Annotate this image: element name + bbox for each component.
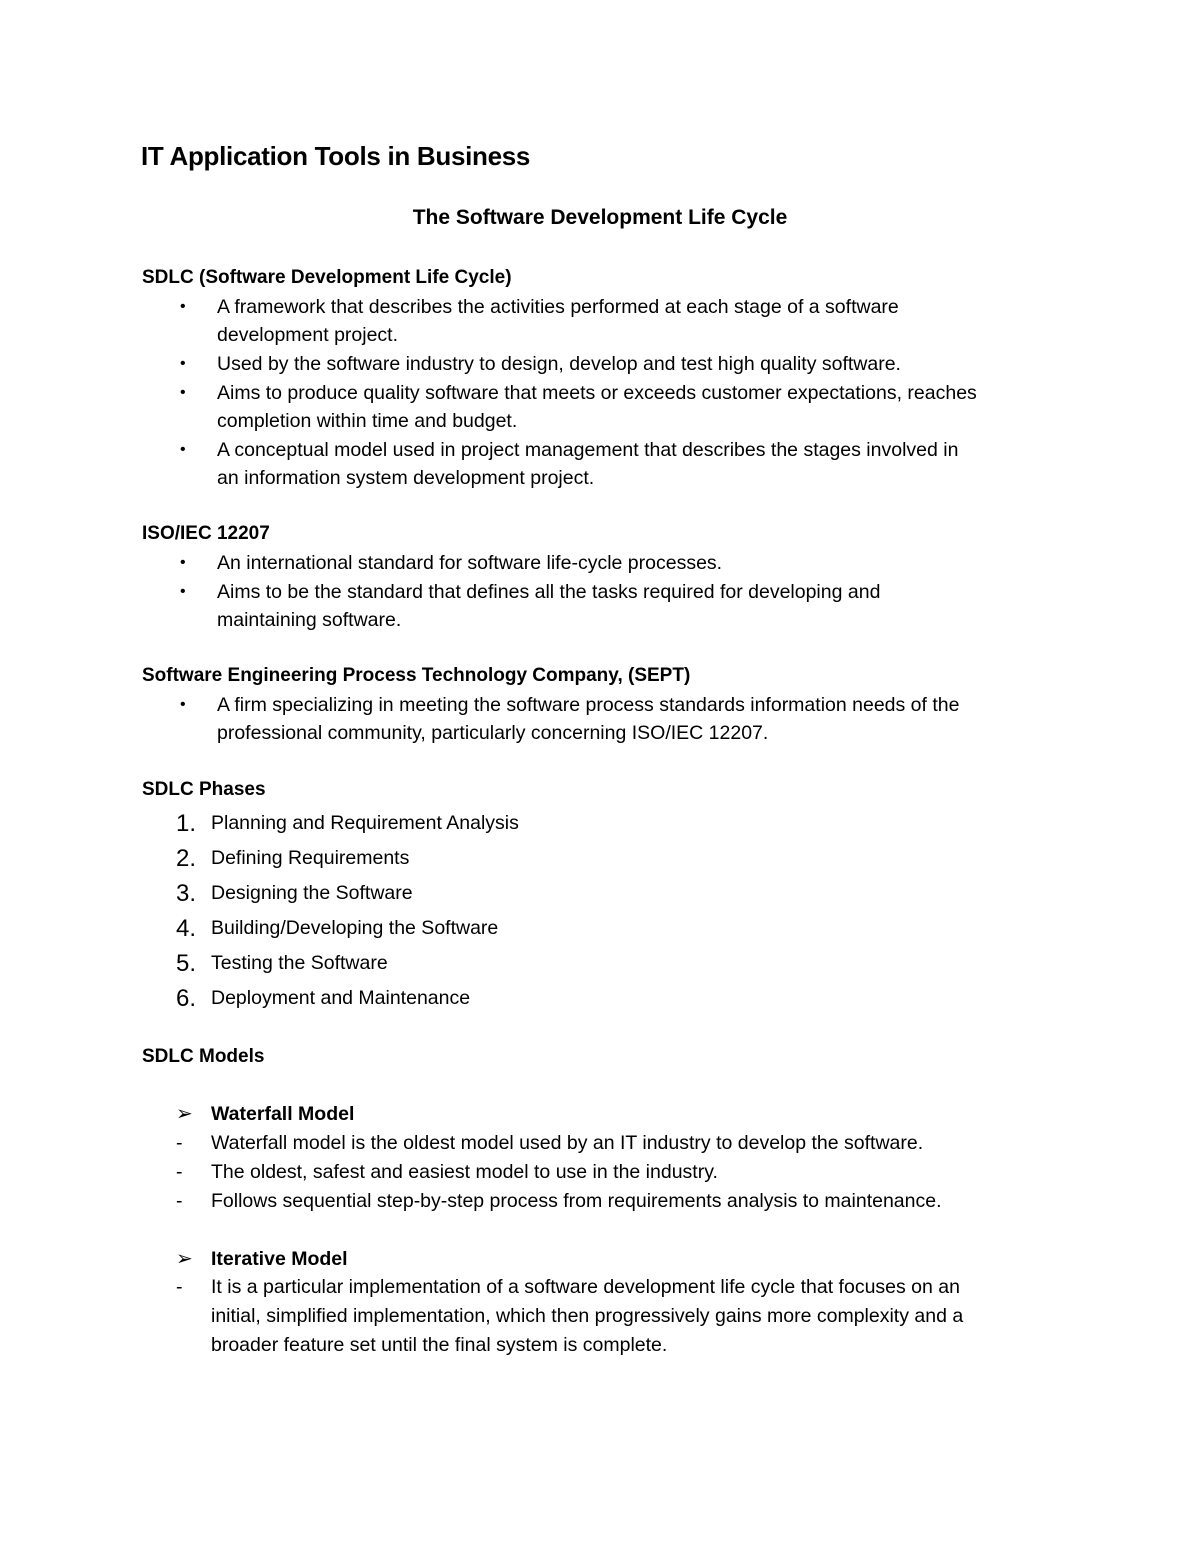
phase-item: Defining Requirements (211, 847, 410, 869)
list-item-continuation: professional community, particularly concerning ISO/IEC 12207. (217, 722, 769, 744)
page-title: IT Application Tools in Business (141, 141, 531, 171)
section-heading-iso: ISO/IEC 12207 (142, 523, 270, 544)
list-item: A conceptual model used in project management that describes the stages involved in (217, 439, 959, 461)
dash-bullet-icon: - (176, 1276, 183, 1298)
section-heading-sept: Software Engineering Process Technology Company, (SEPT) (142, 665, 691, 686)
bullet-icon: • (180, 583, 186, 600)
list-item-continuation: maintaining software. (217, 609, 402, 631)
bullet-icon: • (180, 298, 186, 315)
list-number: 4. (176, 915, 197, 942)
list-item-continuation: completion within time and budget. (217, 410, 518, 432)
model-point: Waterfall model is the oldest model used by an IT industry to develop the software. (211, 1132, 924, 1154)
list-number: 1. (176, 810, 197, 837)
phase-item: Deployment and Maintenance (211, 987, 471, 1009)
model-point-continuation: initial, simplified implementation, which then progressively gains more complexity and a (211, 1305, 964, 1327)
list-item: An international standard for software life-cycle processes. (217, 552, 723, 574)
bullet-icon: • (180, 441, 186, 458)
page-subtitle: The Software Development Life Cycle (412, 206, 788, 229)
list-item-continuation: an information system development project. (217, 467, 595, 489)
list-item: A framework that describes the activities performed at each stage of a software (217, 296, 899, 318)
list-item: Aims to be the standard that defines all the tasks required for developing and (217, 581, 881, 603)
list-item: Aims to produce quality software that meets or exceeds customer expectations, reaches (217, 382, 977, 404)
bullet-icon: • (180, 696, 186, 713)
bullet-icon: • (180, 554, 186, 571)
bullet-icon: • (180, 384, 186, 401)
dash-bullet-icon: - (176, 1161, 183, 1183)
model-name-iterative: Iterative Model (211, 1248, 348, 1270)
section-heading-models: SDLC Models (142, 1046, 265, 1067)
arrow-bullet-icon: ➢ (176, 1248, 193, 1270)
list-number: 5. (176, 950, 197, 977)
model-point: The oldest, safest and easiest model to use in the industry. (211, 1161, 718, 1183)
list-item-continuation: development project. (217, 324, 399, 346)
dash-bullet-icon: - (176, 1132, 183, 1154)
phase-item: Testing the Software (211, 952, 388, 974)
section-heading-sdlc: SDLC (Software Development Life Cycle) (142, 267, 512, 288)
model-point: It is a particular implementation of a software development life cycle that focuses on an (211, 1276, 960, 1298)
model-name-waterfall: Waterfall Model (211, 1103, 355, 1125)
section-heading-phases: SDLC Phases (142, 779, 266, 800)
model-point: Follows sequential step-by-step process from requirements analysis to maintenance. (211, 1190, 942, 1212)
list-item: A firm specializing in meeting the software process standards information needs of the (217, 694, 960, 716)
bullet-icon: • (180, 355, 186, 372)
list-item: Used by the software industry to design, develop and test high quality software. (217, 353, 901, 375)
dash-bullet-icon: - (176, 1190, 183, 1212)
list-number: 6. (176, 985, 197, 1012)
list-number: 3. (176, 880, 197, 907)
arrow-bullet-icon: ➢ (176, 1103, 193, 1125)
phase-item: Building/Developing the Software (211, 917, 499, 939)
phase-item: Designing the Software (211, 882, 413, 904)
list-number: 2. (176, 845, 197, 872)
phase-item: Planning and Requirement Analysis (211, 812, 519, 834)
model-point-continuation: broader feature set until the final system is complete. (211, 1334, 668, 1356)
